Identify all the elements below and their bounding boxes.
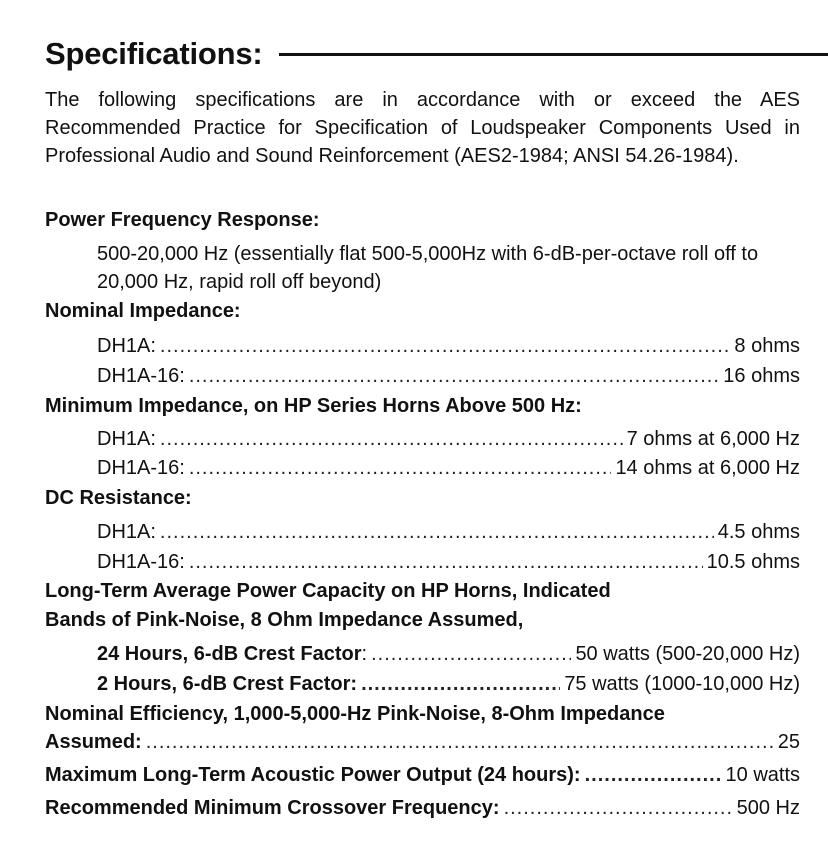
spec-label: DH1A: [97,335,156,357]
nominal-impedance-row [97,362,800,390]
spec-label: Recommended Minimum Crossover Frequency: [45,797,500,819]
minimum-impedance-row [97,454,800,482]
dot-leader [189,362,719,390]
spec-value: 8 ohms [734,335,800,357]
dot-leader [160,518,714,546]
spec-label: Assumed: [45,731,142,753]
spec-value: 50 watts (500-20,000 Hz) [575,643,800,665]
dot-leader [189,548,703,576]
spec-value: 7 ohms at 6,000 Hz [626,428,800,450]
spec-label: Maximum Long-Term Acoustic Power Output (24 hours): [45,764,581,786]
minimum-impedance-row [97,425,800,453]
spec-value: 16 ohms [723,365,800,387]
dc-resistance-title: DC Resistance: [45,487,192,509]
spec-label: 2 Hours, 6-dB Crest Factor: [97,673,358,695]
spec-label: DH1A: [97,521,156,543]
spec-label: DH1A-16: [97,365,185,387]
spec-label: DH1A-16: [97,551,185,573]
dot-leader [160,425,623,453]
page-title: Specifications: [45,36,263,71]
spec-label-suffix: : [361,643,368,665]
spec-value: 75 watts (1000-10,000 Hz) [564,673,800,695]
spec-label: DH1A: [97,428,156,450]
intro-paragraph: The following specifications are in accordance with or exceed the AES Recommended Practice for Specification of Loudspeaker Components Used in Professional Audio and Sound Reinforcement (AES2-1984; ANSI 54.26-1984). [45,89,800,167]
spec-label: DH1A-16: [97,457,185,479]
power-capacity-row [97,670,800,698]
nominal-efficiency-title: Nominal Efficiency, 1,000-5,000-Hz Pink-Noise, 8-Ohm Impedance [45,703,665,725]
dot-leader [504,794,733,822]
spec-value: 25 [777,731,800,753]
crossover-frequency-row [45,794,800,822]
power-capacity-title-line2: Bands of Pink-Noise, 8 Ohm Impedance Assumed, [45,609,524,631]
power-frequency-response-text: 500-20,000 Hz (essentially flat 500-5,000Hz with 6-dB-per-octave roll off to 20,000 Hz, rapid roll off beyond) [97,243,759,293]
spec-label [97,640,367,668]
heading-rule [279,53,828,56]
spec-value: 14 ohms at 6,000 Hz [615,457,800,479]
power-capacity-title [45,577,805,635]
dc-resistance-row [97,548,800,576]
max-acoustic-power-row [45,761,800,789]
dc-resistance-row [97,518,800,546]
power-capacity-title-line1: Long-Term Average Power Capacity on HP Horns, Indicated [45,580,611,602]
dot-leader [189,454,612,482]
dot-leader [146,728,774,756]
dot-leader [160,332,731,360]
spec-value: 4.5 ohms [717,521,800,543]
nominal-efficiency-row [45,728,800,756]
dot-leader [371,640,571,668]
power-frequency-response-title: Power Frequency Response: [45,209,320,231]
nominal-impedance-title: Nominal Impedance: [45,300,241,322]
nominal-impedance-row [97,332,800,360]
dot-leader [585,761,722,789]
spec-label-bold: 24 Hours, 6-dB Crest Factor [97,643,362,665]
spec-value: 10 watts [725,764,800,786]
minimum-impedance-title: Minimum Impedance, on HP Series Horns Above 500 Hz: [45,395,582,417]
spec-value: 500 Hz [736,797,800,819]
power-capacity-row [97,640,800,668]
spec-value: 10.5 ohms [706,551,800,573]
specifications-heading [45,34,828,74]
dot-leader [361,670,560,698]
